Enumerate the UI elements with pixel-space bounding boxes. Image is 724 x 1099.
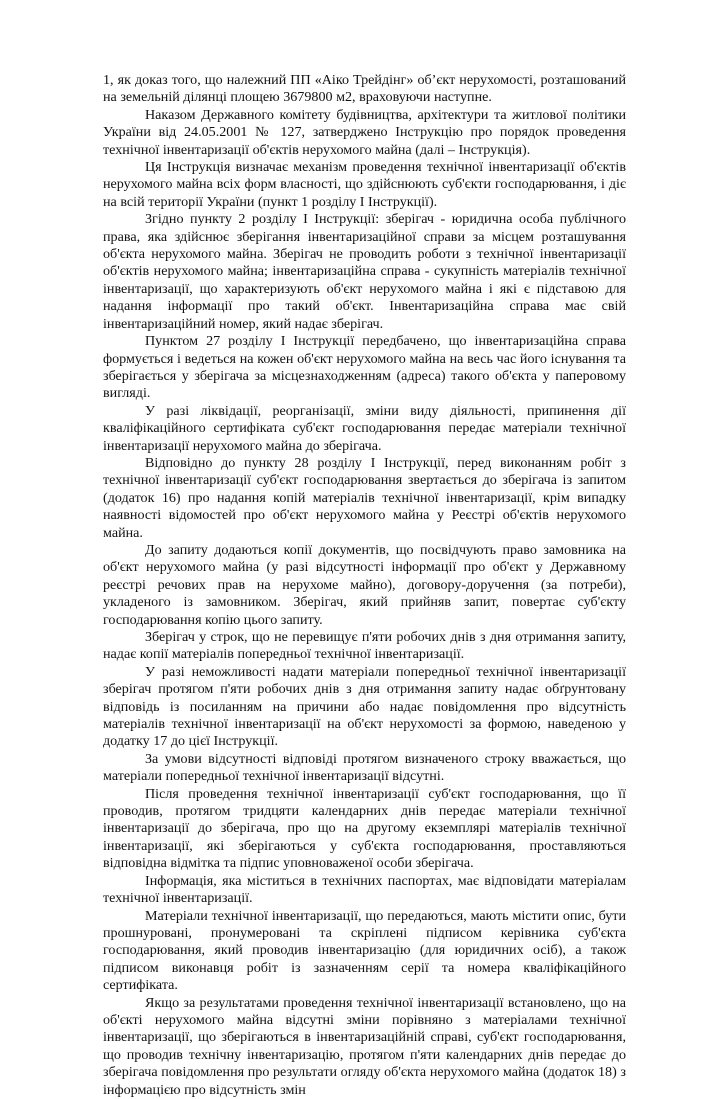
paragraph-no-response: За умови відсутності відповіді протягом визначеного строку вважається, що матеріали попередньої технічної інвентаризації відсутні. — [103, 750, 626, 785]
paragraph-custodian-definition: Згідно пункту 2 розділу І Інструкції: зберігач - юридична особа публічного права, яка здійснює зберігання інвентаризаційної справи за місцем розташування об'єкта нерухомого майна. Зберігач не проводить роботи з технічної інвентаризації об'єктів нерухомого майна; інвентаризаційна справа - сукупність матеріалів технічної інвентаризації, що характеризують об'єкт нерухомого майна і які є підставою для надання інформації про такий об'єкт. Інвентаризаційна справа має свій інвентаризаційний номер, який надає зберігач. — [103, 211, 626, 332]
paragraph-request-attachments: До запиту додаються копії документів, що посвідчують право замовника на об'єкт нерухомого майна (у разі відсутності інформації про об'єкт у Державному реєстрі речових прав на нерухоме майно), договору-доручення (за потреби), укладеного із замовником. Зберігач, який прийняв запит, повертає суб'єкту господарювання копію цього запиту. — [103, 541, 626, 628]
paragraph-continuation: 1, як доказ того, що належний ПП «Аіко Трейдінг» об’єкт нерухомості, розташований на земельній ділянці площею 3679800 м2, враховуючи наступне. — [103, 72, 626, 106]
paragraph-materials-requirements: Матеріали технічної інвентаризації, що передаються, мають містити опис, бути прошнуровані, пронумеровані та скріплені підписом керівника суб'єкта господарювання, який проводив інвентаризацію (для юридичних осіб), а також підписом виконавця робіт із зазначенням серії та номера кваліфікаційного сертифіката. — [103, 907, 626, 994]
paragraph-liquidation: У разі ліквідації, реорганізації, зміни виду діяльності, припинення дії кваліфікаційного сертифіката суб'єкт господарювання передає матеріали технічної інвентаризації нерухомого майна до зберігача. — [103, 402, 626, 454]
paragraph-point-27: Пунктом 27 розділу І Інструкції передбачено, що інвентаризаційна справа формується і ведеться на кожен об'єкт нерухомого майна на весь час його існування та зберігається у зберігача за місцезнаходженням (адреса) такого об'єкта у паперовому вигляді. — [103, 333, 626, 402]
paragraph-no-changes: Якщо за результатами проведення технічної інвентаризації встановлено, що на об'єкті нерухомого майна відсутні зміни порівняно з матеріалами технічної інвентаризації, що зберігаються в інвентаризаційній справі, суб'єкт господарювання, що проводив технічну інвентаризацію, протягом п'яти календарних днів передає до зберігача повідомлення про результати огляду об'єкта нерухомого майна (додаток 18) з інформацією про відсутність змін — [103, 994, 626, 1098]
paragraph-passport-info: Інформація, яка міститься в технічних паспортах, має відповідати матеріалам технічної інвентаризації. — [103, 872, 626, 907]
paragraph-order-127: Наказом Державного комітету будівництва, архітектури та житлової політики України від 24.05.2001 № 127, затверджено Інструкцію про порядок проведення технічної інвентаризації об'єктів нерухомого майна (далі – Інструкція). — [103, 106, 626, 158]
paragraph-five-days: Зберігач у строк, що не перевищує п'яти робочих днів з дня отримання запиту, надає копії матеріалів попередньої технічної інвентаризації. — [103, 629, 626, 663]
paragraph-impossibility: У разі неможливості надати матеріали попередньої технічної інвентаризації зберігач протягом п'яти робочих днів з дня отримання запиту надає обґрунтовану відповідь із посиланням на причини або надає повідомлення про відсутність матеріалів технічної інвентаризації на об'єкт нерухомості за формою, наведеною у додатку 17 до цієї Інструкції. — [103, 663, 626, 750]
paragraph-instruction-scope: Ця Інструкція визначає механізм проведення технічної інвентаризації об'єктів нерухомого майна всіх форм власності, що здійснюють суб'єкти господарювання, і діє на всій території України (пункт 1 розділу І Інструкції). — [103, 159, 626, 210]
paragraph-after-inventory: Після проведення технічної інвентаризації суб'єкт господарювання, що її проводив, протягом тридцяти календарних днів передає матеріали технічної інвентаризації до зберігача, про що на другому екземплярі матеріалів технічної інвентаризації, які зберігаються у суб'єкта господарювання, проставляються відповідна відмітка та підпис уповноваженої особи зберігача. — [103, 785, 626, 872]
paragraph-point-28: Відповідно до пункту 28 розділу І Інструкції, перед виконанням робіт з технічної інвентаризації суб'єкт господарювання звертається до зберігача із запитом (додаток 16) про надання копій матеріалів технічної інвентаризації, крім випадку наявності відомостей про об'єкт нерухомого майна у Реєстрі об'єктів нерухомого майна. — [103, 454, 626, 541]
